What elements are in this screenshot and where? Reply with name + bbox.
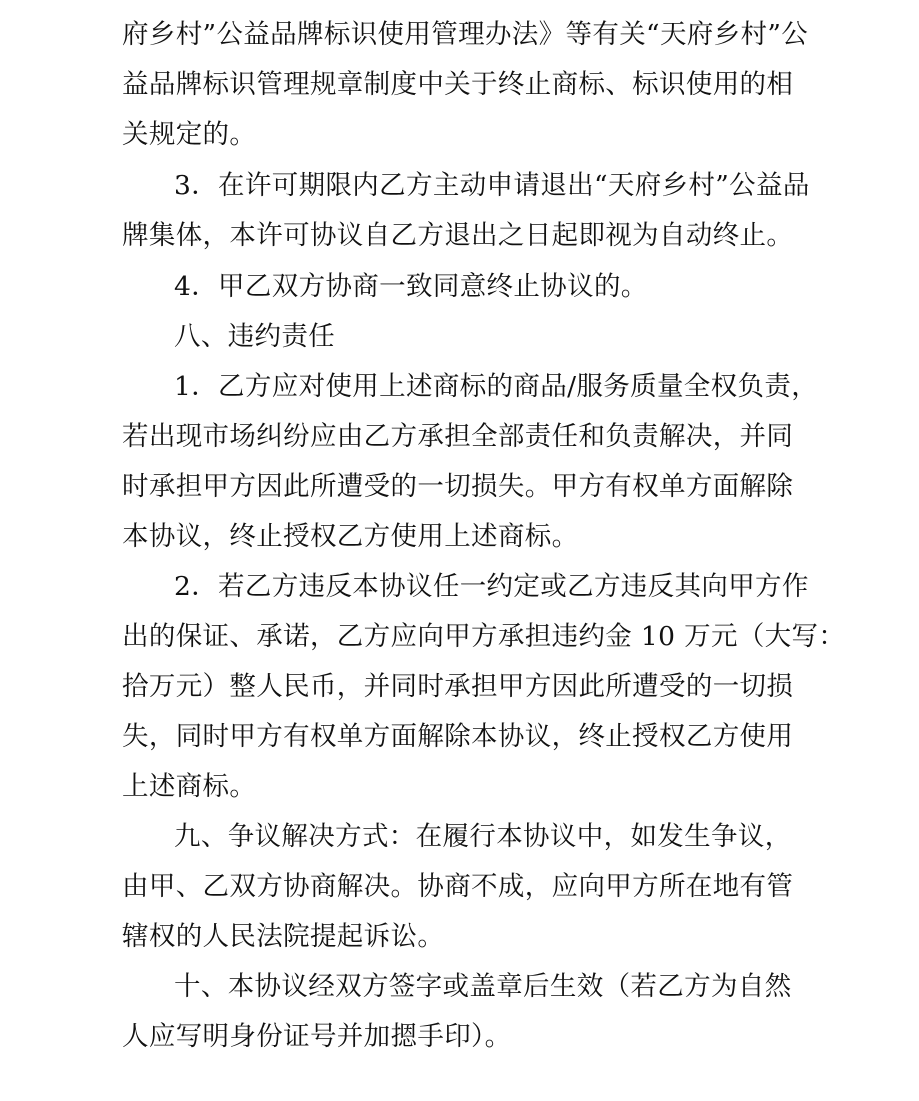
- text-line-content: 若出现市场纠纷应由乙方承担全部责任和负责解决，并同: [122, 421, 794, 452]
- clause-line: [0, 262, 919, 312]
- text-line-content: 府乡村”公益品牌标识使用管理办法》等有关“天府乡村”公: [122, 19, 809, 50]
- clause-line: [0, 362, 919, 412]
- section-heading: [0, 962, 919, 1012]
- text-line-content: 本协议，终止授权乙方使用上述商标。: [122, 521, 579, 552]
- text-line: [0, 60, 919, 110]
- text-line: [0, 912, 919, 962]
- clause-line: [0, 161, 919, 211]
- text-line: [0, 612, 919, 662]
- section-heading: [0, 812, 919, 862]
- section-heading-text: 十、本协议经双方签字或盖章后生效（若乙方为自然: [174, 971, 792, 1002]
- text-line: [0, 10, 919, 60]
- text-line-content: 拾万元）整人民币，并同时承担甲方因此所遭受的一切损: [122, 671, 794, 702]
- text-line-content: 2．若乙方违反本协议任一约定或乙方违反其向甲方作: [174, 571, 809, 602]
- text-line: [0, 712, 919, 762]
- text-line-content: 3．在许可期限内乙方主动申请退出“天府乡村”公益品: [174, 170, 810, 201]
- text-line-content: 时承担甲方因此所遭受的一切损失。甲方有权单方面解除: [122, 471, 794, 502]
- text-line: [0, 862, 919, 912]
- text-line: [0, 1012, 919, 1062]
- text-line-content: 益品牌标识管理规章制度中关于终止商标、标识使用的相: [122, 69, 794, 100]
- text-line: [0, 462, 919, 512]
- text-line-content: 关规定的。: [122, 119, 257, 150]
- section-heading: [0, 312, 919, 362]
- text-line-content: 失，同时甲方有权单方面解除本协议，终止授权乙方使用: [122, 721, 794, 752]
- text-line-content: 牌集体，本许可协议自乙方退出之日起即视为自动终止。: [122, 220, 794, 251]
- text-line-content: 由甲、乙双方协商解决。协商不成，应向甲方所在地有管: [122, 871, 794, 902]
- text-line: [0, 762, 919, 812]
- text-line: [0, 512, 919, 562]
- text-line-content: 上述商标。: [122, 771, 257, 802]
- text-line: [0, 412, 919, 462]
- text-line-content: 人应写明身份证号并加摁手印）。: [122, 1021, 512, 1052]
- text-line-content: 4．甲乙双方协商一致同意终止协议的。: [174, 271, 648, 302]
- text-line-content: 出的保证、承诺，乙方应向甲方承担违约金 10 万元（大写：: [122, 621, 846, 652]
- text-line-content: 1．乙方应对使用上述商标的商品/服务质量全权负责，: [174, 371, 819, 402]
- text-line: [0, 211, 919, 261]
- text-line: [0, 110, 919, 160]
- text-line-content: 辖权的人民法院提起诉讼。: [122, 921, 445, 952]
- section-heading-text: 九、争议解决方式：在履行本协议中，如发生争议，: [174, 821, 792, 852]
- text-line: [0, 662, 919, 712]
- section-heading-text: 八、违约责任: [174, 321, 336, 352]
- clause-line: [0, 562, 919, 612]
